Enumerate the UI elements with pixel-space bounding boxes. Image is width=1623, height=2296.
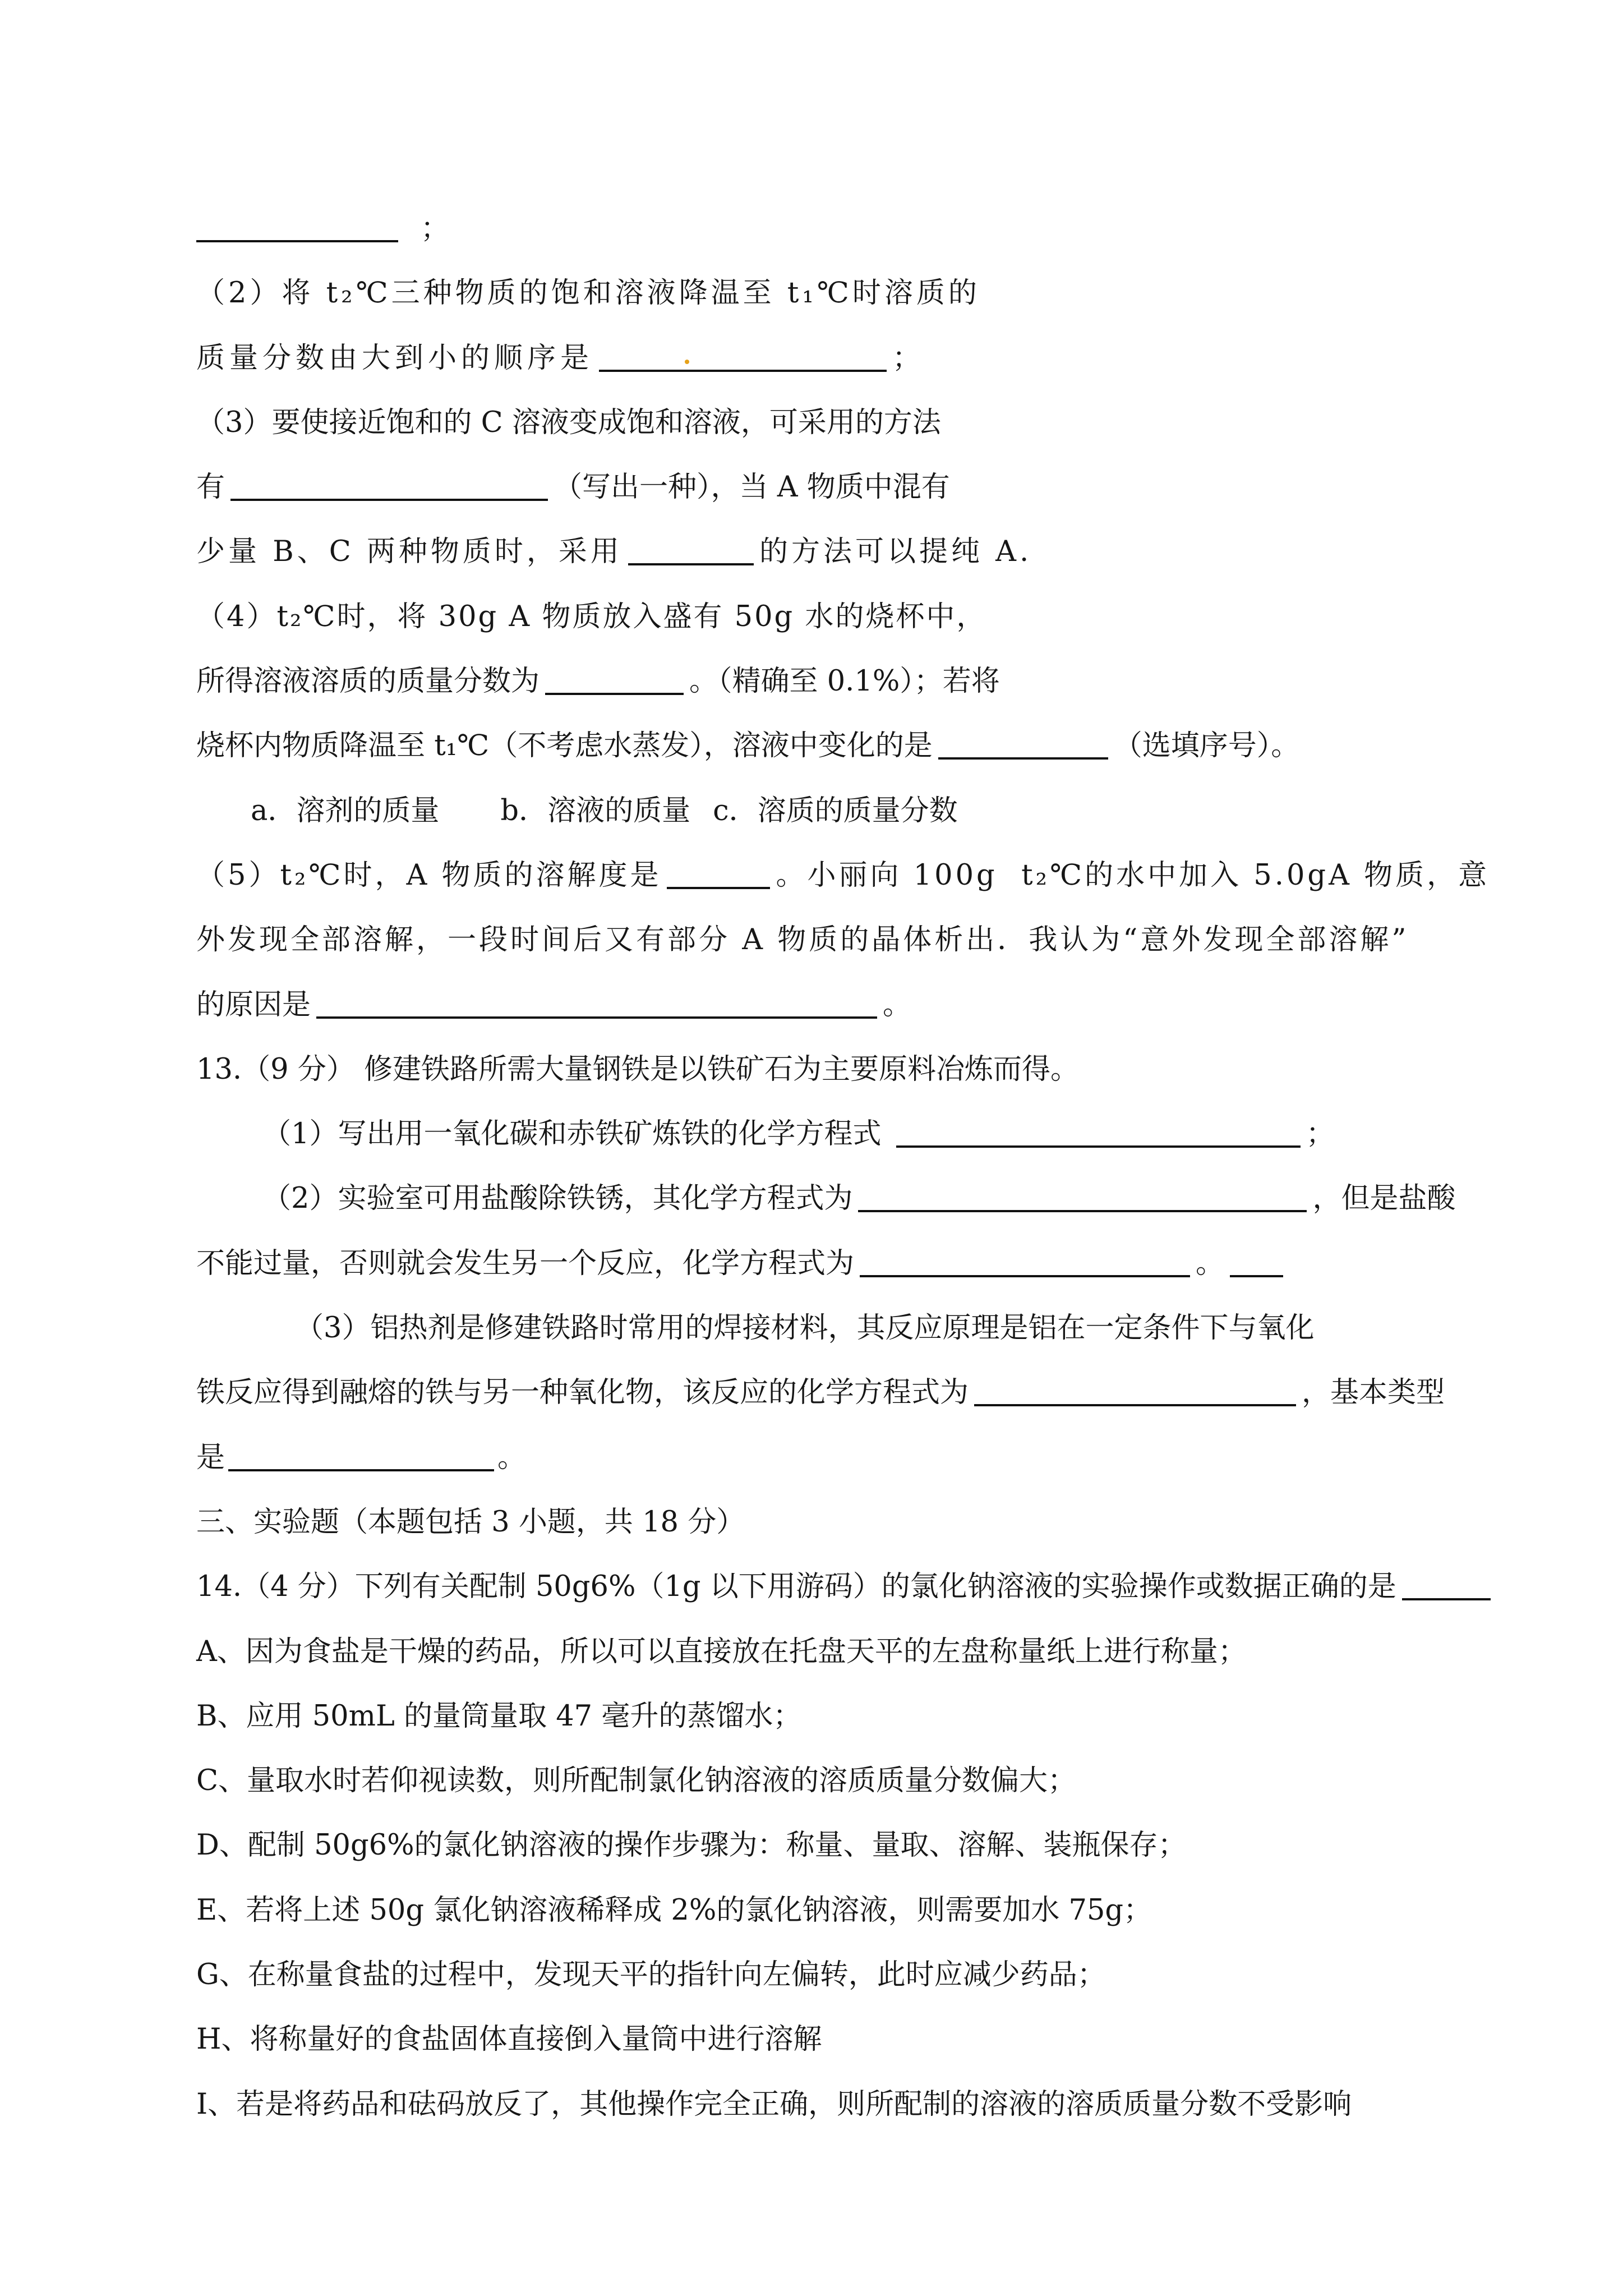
q12-part2-line2-before: 质量分数由大到小的顺序是 bbox=[196, 341, 594, 375]
text-line bbox=[196, 1878, 1486, 1943]
answer-blank bbox=[316, 1016, 877, 1019]
text-line bbox=[196, 1037, 1486, 1102]
q13-part1-before: （1）写出用一氧化碳和赤铁矿炼铁的化学方程式 bbox=[262, 1117, 891, 1151]
text-line bbox=[196, 519, 1486, 584]
text-line bbox=[196, 973, 1486, 1037]
text-line bbox=[196, 1619, 1486, 1684]
q12-part2-line1: （2）将 t₂℃三种物质的饱和溶液降温至 t₁℃时溶质的 bbox=[196, 277, 980, 310]
q12-tail-mark: ； bbox=[421, 212, 450, 245]
q12-part3-line3-before: 少量 B、C 两种物质时，采用 bbox=[196, 535, 623, 569]
text-line bbox=[196, 1231, 1486, 1296]
text-line bbox=[196, 390, 1486, 455]
text-line bbox=[196, 1813, 1486, 1878]
answer-blank bbox=[599, 370, 887, 372]
section-heading: 三、实验题（本题包括 3 小题，共 18 分） bbox=[196, 1505, 745, 1539]
text-line bbox=[196, 585, 1486, 649]
text-line bbox=[196, 1425, 1486, 1490]
text-line bbox=[196, 2007, 1486, 2072]
q12-part5-line3-before: 的原因是 bbox=[196, 988, 311, 1022]
text-line bbox=[196, 1554, 1486, 1619]
q13-part2-line2-before: 不能过量，否则就会发生另一个反应，化学方程式为 bbox=[196, 1246, 855, 1280]
text-line bbox=[196, 1296, 1486, 1360]
q12-part3-line1: （3）要使接近饱和的 C 溶液变成饱和溶液，可采用的方法 bbox=[196, 406, 941, 439]
text-line bbox=[196, 455, 1486, 519]
q12-part5-line1-before: （5）t₂℃时，A 物质的溶解度是 bbox=[196, 858, 662, 892]
answer-blank bbox=[628, 563, 754, 565]
text-line bbox=[196, 1943, 1486, 2007]
text-line bbox=[196, 1749, 1486, 1813]
answer-blank bbox=[230, 499, 548, 501]
q13-stem: 13.（9 分） 修建铁路所需大量钢铁是以铁矿石为主要原料冶炼而得。 bbox=[196, 1052, 1079, 1086]
q12-part4-line1: （4）t₂℃时，将 30g A 物质放入盛有 50g 水的烧杯中， bbox=[196, 600, 987, 633]
q12-part4-line2-after: 。（精确至 0.1%）；若将 bbox=[689, 665, 1000, 698]
q13-part1-after: ； bbox=[1306, 1117, 1335, 1151]
q14-stem: 14.（4 分）下列有关配制 50g6%（1g 以下用游码）的氯化钠溶液的实验操作或数据正确的是 bbox=[196, 1570, 1396, 1604]
answer-blank bbox=[196, 240, 398, 242]
q12-part3-line3-after: 的方法可以提纯 A. bbox=[759, 535, 1032, 569]
answer-blank bbox=[1230, 1275, 1283, 1277]
answer-blank bbox=[860, 1275, 1190, 1277]
q12-part5-line2: 外发现全部溶解，一段时间后又有部分 A 物质的晶体析出．我认为“意外发现全部溶解” bbox=[196, 923, 1409, 957]
q12-part4-line3-after: （选填序号）。 bbox=[1113, 729, 1300, 763]
choice-a: a．溶剂的质量 bbox=[251, 794, 440, 827]
text-line bbox=[196, 779, 1486, 843]
q14-option-i: I、若是将药品和砝码放反了，其他操作完全正确，则所配制的溶液的溶质质量分数不受影响 bbox=[196, 2087, 1352, 2121]
text-line bbox=[196, 196, 1486, 261]
text-line bbox=[196, 649, 1486, 714]
exam-page bbox=[196, 196, 1490, 2137]
answer-blank bbox=[1402, 1598, 1491, 1600]
q14-option-g: G、在称量食盐的过程中，发现天平的指针向左偏转，此时应减少药品； bbox=[196, 1958, 1106, 1992]
q14-option-b: B、应用 50mL 的量筒量取 47 毫升的蒸馏水； bbox=[196, 1699, 802, 1733]
q14-option-h: H、将称量好的食盐固体直接倒入量筒中进行溶解 bbox=[196, 2023, 822, 2056]
answer-blank bbox=[974, 1404, 1296, 1406]
text-line bbox=[196, 261, 1486, 325]
q13-part3-line2-after: ，基本类型 bbox=[1302, 1376, 1445, 1410]
q14-option-c: C、量取水时若仰视读数，则所配制氯化钠溶液的溶质质量分数偏大； bbox=[196, 1764, 1077, 1798]
text-line bbox=[196, 2072, 1486, 2137]
q13-part3-line3-after: 。 bbox=[497, 1441, 527, 1474]
q13-part2-line1-after: ，但是盐酸 bbox=[1312, 1182, 1456, 1216]
answer-blank bbox=[938, 757, 1108, 760]
q12-part5-line1-after: 。小丽向 100g t₂℃的水中加入 5.0gA 物质，意 bbox=[776, 858, 1490, 892]
answer-blank bbox=[896, 1145, 1301, 1148]
text-line bbox=[196, 1684, 1486, 1749]
text-line bbox=[196, 908, 1486, 972]
q12-part3-line2-before: 有 bbox=[196, 471, 225, 504]
text-line bbox=[196, 1102, 1486, 1166]
text-line bbox=[196, 326, 1486, 390]
answer-blank bbox=[667, 887, 770, 889]
text-line bbox=[196, 1166, 1486, 1231]
q14-option-a: A、因为食盐是干燥的药品，所以可以直接放在托盘天平的左盘称量纸上进行称量； bbox=[196, 1635, 1247, 1668]
q13-part2-line1-before: （2）实验室可用盐酸除铁锈，其化学方程式为 bbox=[262, 1182, 853, 1216]
text-line bbox=[196, 843, 1490, 908]
q12-part2-line2-after: ； bbox=[892, 341, 926, 375]
q13-part2-line2-after: 。 bbox=[1196, 1246, 1225, 1280]
answer-blank bbox=[858, 1210, 1307, 1212]
q13-part3-line3-before: 是 bbox=[196, 1441, 225, 1474]
q13-part3-line2-before: 铁反应得到融熔的铁与另一种氧化物，该反应的化学方程式为 bbox=[196, 1376, 969, 1410]
text-line bbox=[196, 1360, 1486, 1425]
answer-blank bbox=[545, 693, 684, 695]
choice-b: b．溶液的质量 bbox=[500, 794, 691, 827]
q12-part4-line3-before: 烧杯内物质降温至 t₁℃（不考虑水蒸发），溶液中变化的是 bbox=[196, 729, 933, 763]
q12-part3-line2-after: （写出一种），当 A 物质中混有 bbox=[554, 471, 950, 504]
text-line bbox=[196, 714, 1486, 778]
q13-part3-line1: （3）铝热剂是修建铁路时常用的焊接材料，其反应原理是铝在一定条件下与氧化 bbox=[295, 1312, 1315, 1345]
answer-blank bbox=[228, 1469, 494, 1471]
choice-c: c．溶质的质量分数 bbox=[713, 794, 958, 827]
q14-option-d: D、配制 50g6%的氯化钠溶液的操作步骤为：称量、量取、溶解、装瓶保存； bbox=[196, 1829, 1187, 1862]
q12-part5-line3-after: 。 bbox=[883, 988, 912, 1022]
q12-part4-line2-before: 所得溶液溶质的质量分数为 bbox=[196, 665, 540, 698]
text-line bbox=[196, 1490, 1486, 1554]
q14-option-e: E、若将上述 50g 氯化钠溶液稀释成 2%的氯化钠溶液，则需要加水 75g； bbox=[196, 1893, 1152, 1927]
